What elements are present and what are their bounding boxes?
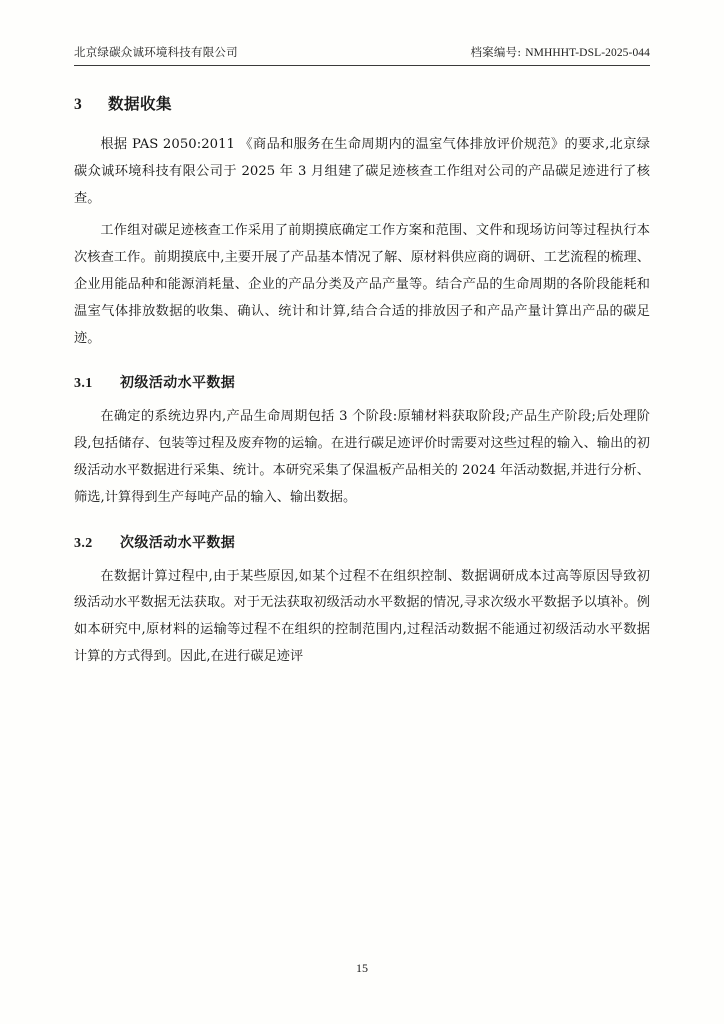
paragraph-3-2-1: 在数据计算过程中,由于某些原因,如某个过程不在组织控制、数据调研成本过高等原因导致初级活动水平数据无法获取。对于无法获取初级活动水平数据的情况,寻求次级水平数据予以填补。例如本研究中,原材料的运输等过程不在组织的控制范围内,过程活动数据不能通过初级活动水平数据计算的方式得到。因此,在进行碳足迹评 [74,568,650,664]
section-title-3-1: 初级活动水平数据 [120,375,236,392]
header-archive-number [470,44,650,60]
section-heading-3-2 [74,532,650,552]
page-number: 15 [356,961,368,975]
section-heading-3 [74,92,650,114]
section-number-3-2: 3.2 [74,535,93,551]
header-company-name: 北京绿碳众诚环境科技有限公司 [74,45,238,59]
page-header [74,44,650,66]
page-footer [0,961,724,976]
paragraph-3-1-1: 在确定的系统边界内,产品生命周期包括 3 个阶段:原辅材料获取阶段;产品生产阶段;后处理阶段,包括储存、包装等过程及废弃物的运输。在进行碳足迹评价时需要对这些过程的输入、输出的初级活动水平数据进行采集、统计。本研究采集了保温板产品相关的 2024 年活动数据,并进行分析、筛选,计算得到生产每吨产品的输入、输出数据。 [74,409,650,505]
archive-code: NMHHHT-DSL-2025-044 [525,47,650,59]
section-title-3-2: 次级活动水平数据 [120,534,236,551]
section-heading-3-1 [74,372,650,392]
paragraph-3-2: 工作组对碳足迹核查工作采用了前期摸底确定工作方案和范围、文件和现场访问等过程执行本次核查工作。前期摸底中,主要开展了产品基本情况了解、原材料供应商的调研、工艺流程的梳理、企业用能品种和能源消耗量、企业的产品分类及产品产量等。结合产品的生命周期的各阶段能耗和温室气体排放数据的收集、确认、统计和计算,结合合适的排放因子和产品产量计算出产品的碳足迹。 [74,223,650,346]
section-title-3: 数据收集 [108,94,173,113]
section-number-3: 3 [74,96,83,113]
paragraph-3-1: 根据 PAS 2050:2011 《商品和服务在生命周期内的温室气体排放评价规范》的要求,北京绿碳众诚环境科技有限公司于 2025 年 3 月组建了碳足迹核查工作组对公司的产品碳足迹进行了核查。 [74,137,650,206]
section-number-3-1: 3.1 [74,376,93,392]
archive-label: 档案编号: [470,45,522,59]
